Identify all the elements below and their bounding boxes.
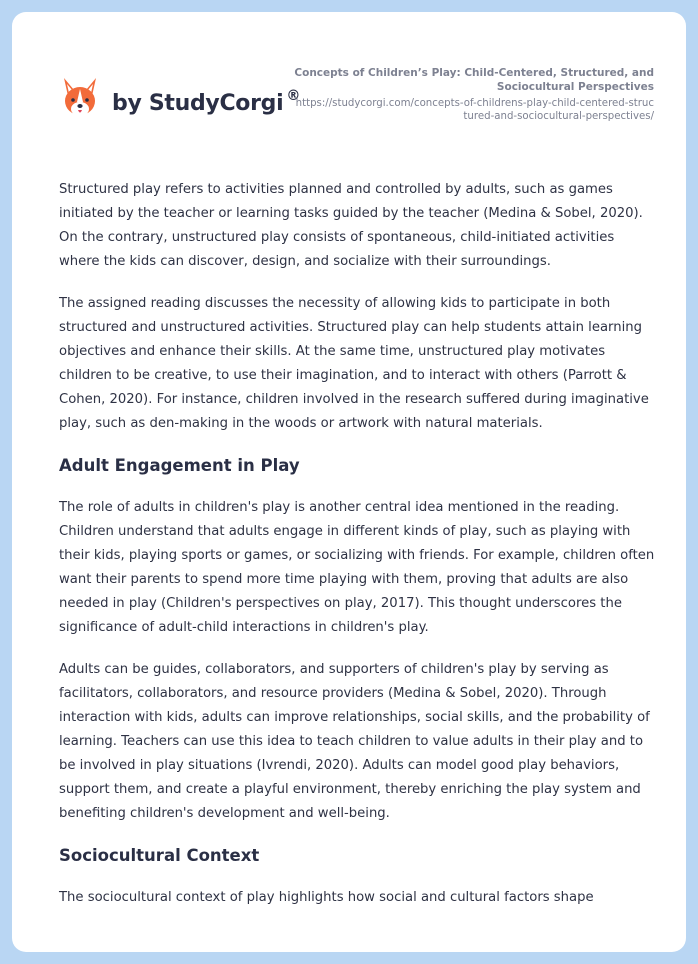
document-meta — [294, 66, 654, 123]
article-body — [59, 178, 657, 928]
paragraph: Adults can be guides, collaborators, and supporters of children's play by serving as facilitators, collaborators, and resource providers (Medina & Sobel, 2020). Through interaction with kids, adults can improve relationships, social skills, and the probability of learning. Teachers can use this idea to teach children to value adults in their play and to be involved in play situations (Ivrendi, 2020). Adults can model good play behaviors, support them, and create a playful environment, thereby enriching the play system and benefiting children's development and well-being. — [59, 662, 650, 821]
document-url[interactable]: https://studycorgi.com/concepts-of-childrens-play-child-centered-structured-and-sociocultural-perspectives/ — [295, 98, 654, 122]
section-heading: Adult Engagement in Play — [59, 456, 300, 475]
paragraph: The assigned reading discusses the necessity of allowing kids to participate in both structured and unstructured activities. Structured play can help students attain learning objectives and enhance their skills. At the same time, unstructured play motivates children to be creative, to use their imagination, and to interact with others (Parrott & Cohen, 2020). For instance, children involved in the research suffered during imaginative play, such as den-making in the woods or artwork with natural materials. — [59, 296, 649, 431]
brand-name: by StudyCorgi ® — [112, 88, 301, 116]
registered-mark: ® — [286, 88, 301, 104]
paragraph: The sociocultural context of play highlights how social and cultural factors shape — [59, 890, 594, 905]
paragraph: The role of adults in children's play is another central idea mentioned in the reading. Children understand that adults engage in different kinds of play, such as playing with their kids, playing sports or games, or socializing with friends. For example, children often want their parents to spend more time playing with them, proving that adults are also needed in play (Children's perspectives on play, 2017). This thought underscores the significance of adult-child interactions in children's play. — [59, 500, 655, 635]
document-page — [12, 12, 686, 952]
paragraph: Structured play refers to activities planned and controlled by adults, such as games initiated by the teacher or learning tasks guided by the teacher (Medina & Sobel, 2020). On the contrary, unstructured play consists of spontaneous, child-initiated activities where the kids can discover, design, and socialize with their surroundings. — [59, 182, 643, 269]
studycorgi-logo[interactable] — [60, 76, 300, 120]
section-heading: Sociocultural Context — [59, 846, 260, 865]
corgi-logo-icon — [60, 76, 100, 120]
document-title: Concepts of Children’s Play: Child-Centered, Structured, and Sociocultural Perspectives — [294, 67, 654, 93]
